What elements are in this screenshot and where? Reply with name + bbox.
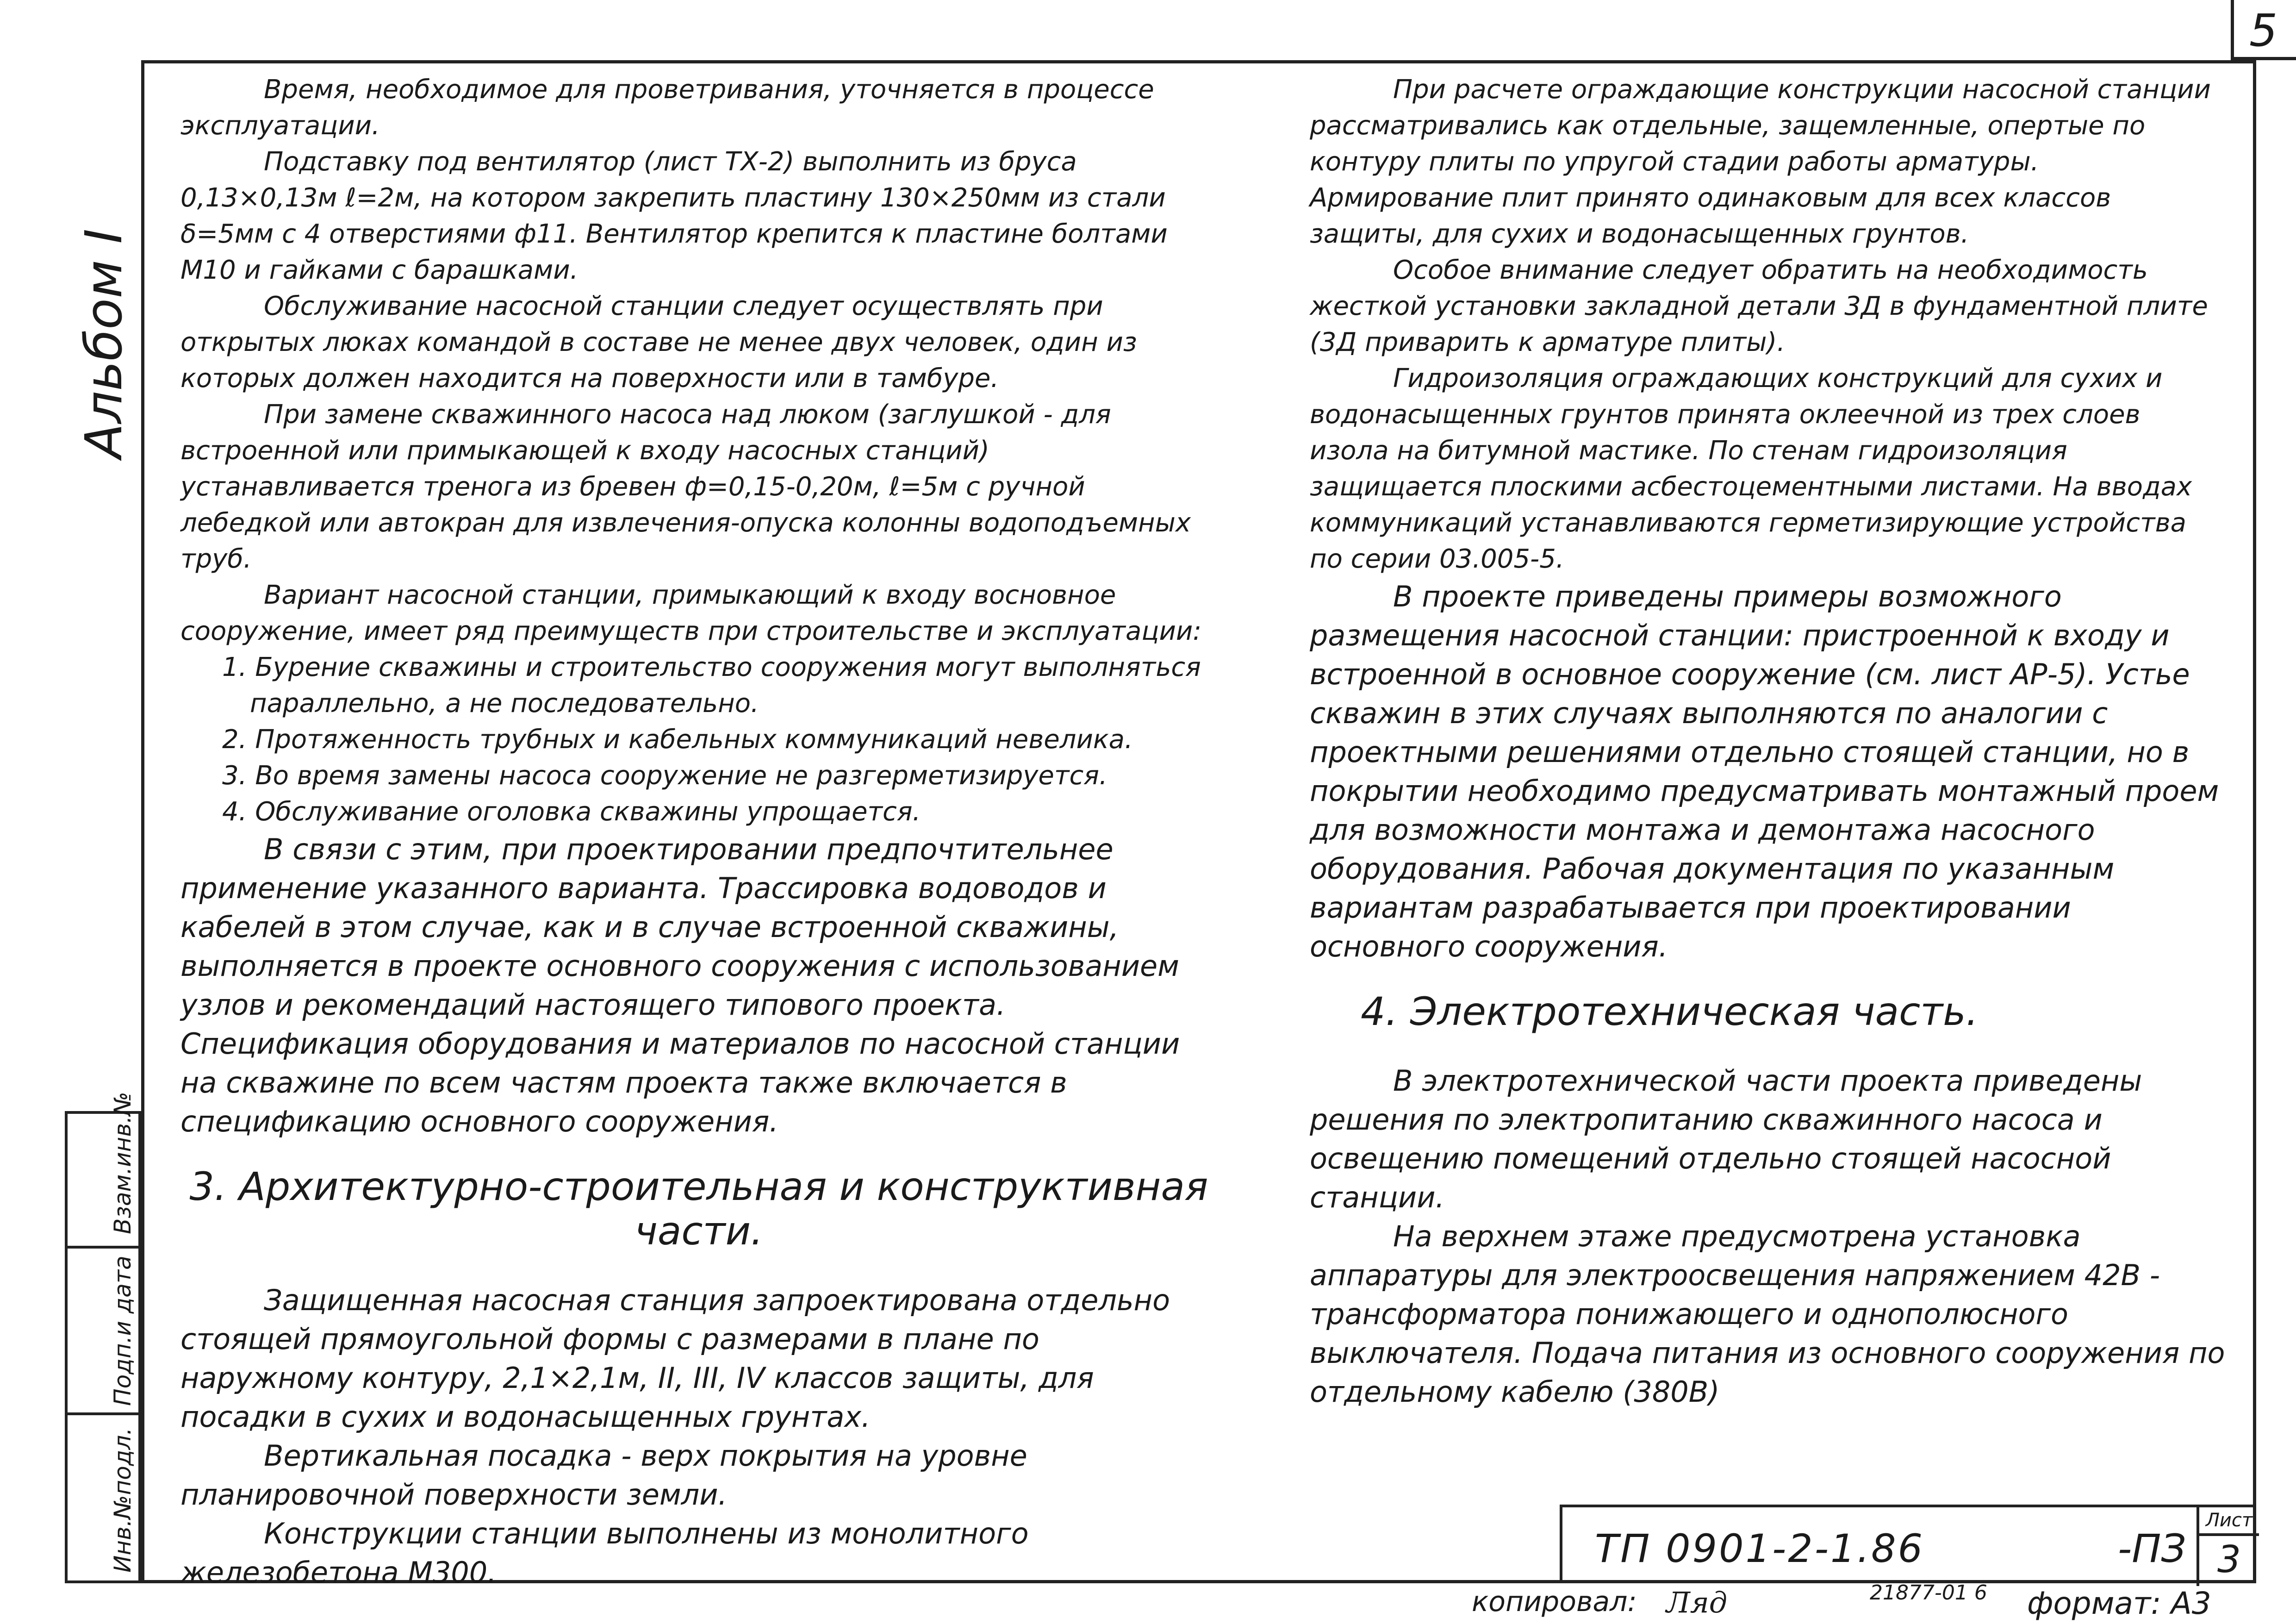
list-item: 3. Во время замены насоса сооружение не разгерметизируется. bbox=[222, 761, 1108, 791]
sheet-label: Лист bbox=[2199, 1507, 2259, 1536]
format-label: формат: А3 bbox=[2027, 1586, 2211, 1621]
paragraph: Конструкции станции выполнены из монолитного железобетона М300. bbox=[180, 1517, 1029, 1589]
paragraph: Особое внимание следует обратить на необходимость жесткой установки закладной детали 3Д в фундаментной плите (3Д приварить к арматуре плиты). bbox=[1310, 255, 2208, 357]
document-code: ТП 0901-2-1.86 bbox=[1595, 1526, 1925, 1571]
paragraph: Обслуживание насосной станции следует осуществлять при открытых люках командой в составе не менее двух человек, один из которых должен находится на поверхности или в тамбуре. bbox=[180, 291, 1137, 394]
section-heading-4: 4. Электротехническая часть. bbox=[1361, 989, 1979, 1034]
paragraph: Подставку под вентилятор (лист ТХ-2) выполнить из бруса 0,13×0,13м ℓ=2м, на котором закрепить пластину 130×250мм из стали δ=5мм с 4 отверстиями ф11. Вентилятор крепится к пластине болтами М10 и гайками с барашками. bbox=[180, 147, 1168, 285]
list-item: 2. Протяженность трубных и кабельных коммуникаций невелика. bbox=[222, 725, 1133, 755]
margin-row-vzam-inv bbox=[68, 1092, 138, 1246]
paragraph: Гидроизоляция ограждающих конструкций для сухих и водонасыщенных грунтов принята оклеечной из трех слоев изола на битумной мастике. По стенам гидроизоляция защищается плоскими асбестоцементными листами. На вводах коммуникаций устанавливаются герметизирующие устройства по серии 03.005-5. bbox=[1310, 363, 2192, 574]
paragraph: При замене скважинного насоса над люком (заглушкой - для встроенной или примыкающей к входу насосных станций) устанавливается тренога из бревен ф=0,15-0,20м, ℓ=5м с ручной лебедкой или автокран для извлечения-опуска колонны водоподъемных труб. bbox=[180, 400, 1191, 574]
copier-signature: Ляд bbox=[1666, 1586, 1728, 1619]
list-item: 1. Бурение скважины и строительство сооружения могут выполняться параллельно, а не последовательно. bbox=[222, 652, 1201, 718]
right-text-column bbox=[1310, 72, 2226, 1412]
paragraph: На верхнем этаже предусмотрена установка аппаратуры для электроосвещения напряжением 42В - трансформатора понижающего и однополюсного выключателя. Подача питания из основного сооружения по отдельному кабелю (380В) bbox=[1310, 1219, 2225, 1409]
margin-row-inv-podl bbox=[68, 1412, 138, 1586]
copied-by-label: копировал: bbox=[1472, 1586, 1637, 1618]
paragraph: При расчете ограждающие конструкции насосной станции рассматривались как отдельные, защемленные, опертые по контуру плиты по упругой стадии работы арматуры. Армирование плит принято одинаковым для всех классов защиты, для сухих и водонасыщенных грунтов. bbox=[1310, 75, 2211, 249]
paragraph: Время, необходимое для проветривания, уточняется в процессе эксплуатации. bbox=[180, 75, 1154, 141]
paragraph: Защищенная насосная станция запроектирована отдельно стоящей прямоугольной формы с размерами в плане по наружному контуру, 2,1×2,1м, II, III, IV классов защиты, для посадки в сухих и водонасыщенных грунтах. bbox=[180, 1283, 1170, 1434]
corner-number: 5 bbox=[2249, 5, 2278, 56]
podp-data-label: Подп.и дата bbox=[109, 1255, 136, 1406]
left-text-column bbox=[180, 72, 1217, 1592]
section-heading-3: 3. Архитектурно-строительная и конструктивная части. bbox=[189, 1164, 1208, 1254]
margin-row-podp-data bbox=[68, 1246, 138, 1415]
list-item: 4. Обслуживание оголовка скважины упрощается. bbox=[222, 797, 921, 827]
document-suffix: -ПЗ bbox=[2118, 1526, 2186, 1571]
sheet-number: 3 bbox=[2217, 1538, 2241, 1581]
title-block bbox=[1560, 1505, 2256, 1583]
vzam-inv-label: Взам.инв.№ bbox=[109, 1092, 136, 1234]
order-number: 21877-01 6 bbox=[1870, 1581, 1987, 1605]
margin-stamp-table bbox=[65, 1092, 141, 1583]
sheet-number-box bbox=[2196, 1507, 2259, 1586]
paragraph: Вариант насосной станции, примыкающий к входу восновное сооружение, имеет ряд преимуществ при строительстве и эксплуатации: bbox=[180, 580, 1202, 646]
paragraph: В связи с этим, при проектировании предпочтительнее применение указанного варианта. Трассировка водоводов и кабелей в этом случае, как и в случае встроенной скважины, выполняется в проекте основного сооружения с использованием узлов и рекомендаций настоящего типового проекта. Спецификация оборудования и материалов по насосной станции на скважине по всем частям проекта также включается в спецификацию основного сооружения. bbox=[180, 832, 1180, 1138]
paragraph: Вертикальная посадка - верх покрытия на уровне планировочной поверхности земли. bbox=[180, 1439, 1027, 1512]
paragraph: В проекте приведены примеры возможного размещения насосной станции: пристроенной к входу и встроенной в основное сооружение (см. лист АР-5). Устье скважин в этих случаях выполняются по аналогии с проектными решениями отдельно стоящей станции, но в покрытии необходимо предусматривать монтажный проем для возможности монтажа и демонтажа насосного оборудования. Рабочая документация по указанным вариантам разрабатывается при проектировании основного сооружения. bbox=[1310, 580, 2219, 963]
album-label: Альбом I bbox=[74, 229, 133, 458]
inv-podl-label: Инв.№подл. bbox=[109, 1427, 136, 1573]
paragraph: В электротехнической части проекта приведены решения по электропитанию скважинного насоса и освещению помещений отдельно стоящей насосной станции. bbox=[1310, 1064, 2142, 1214]
